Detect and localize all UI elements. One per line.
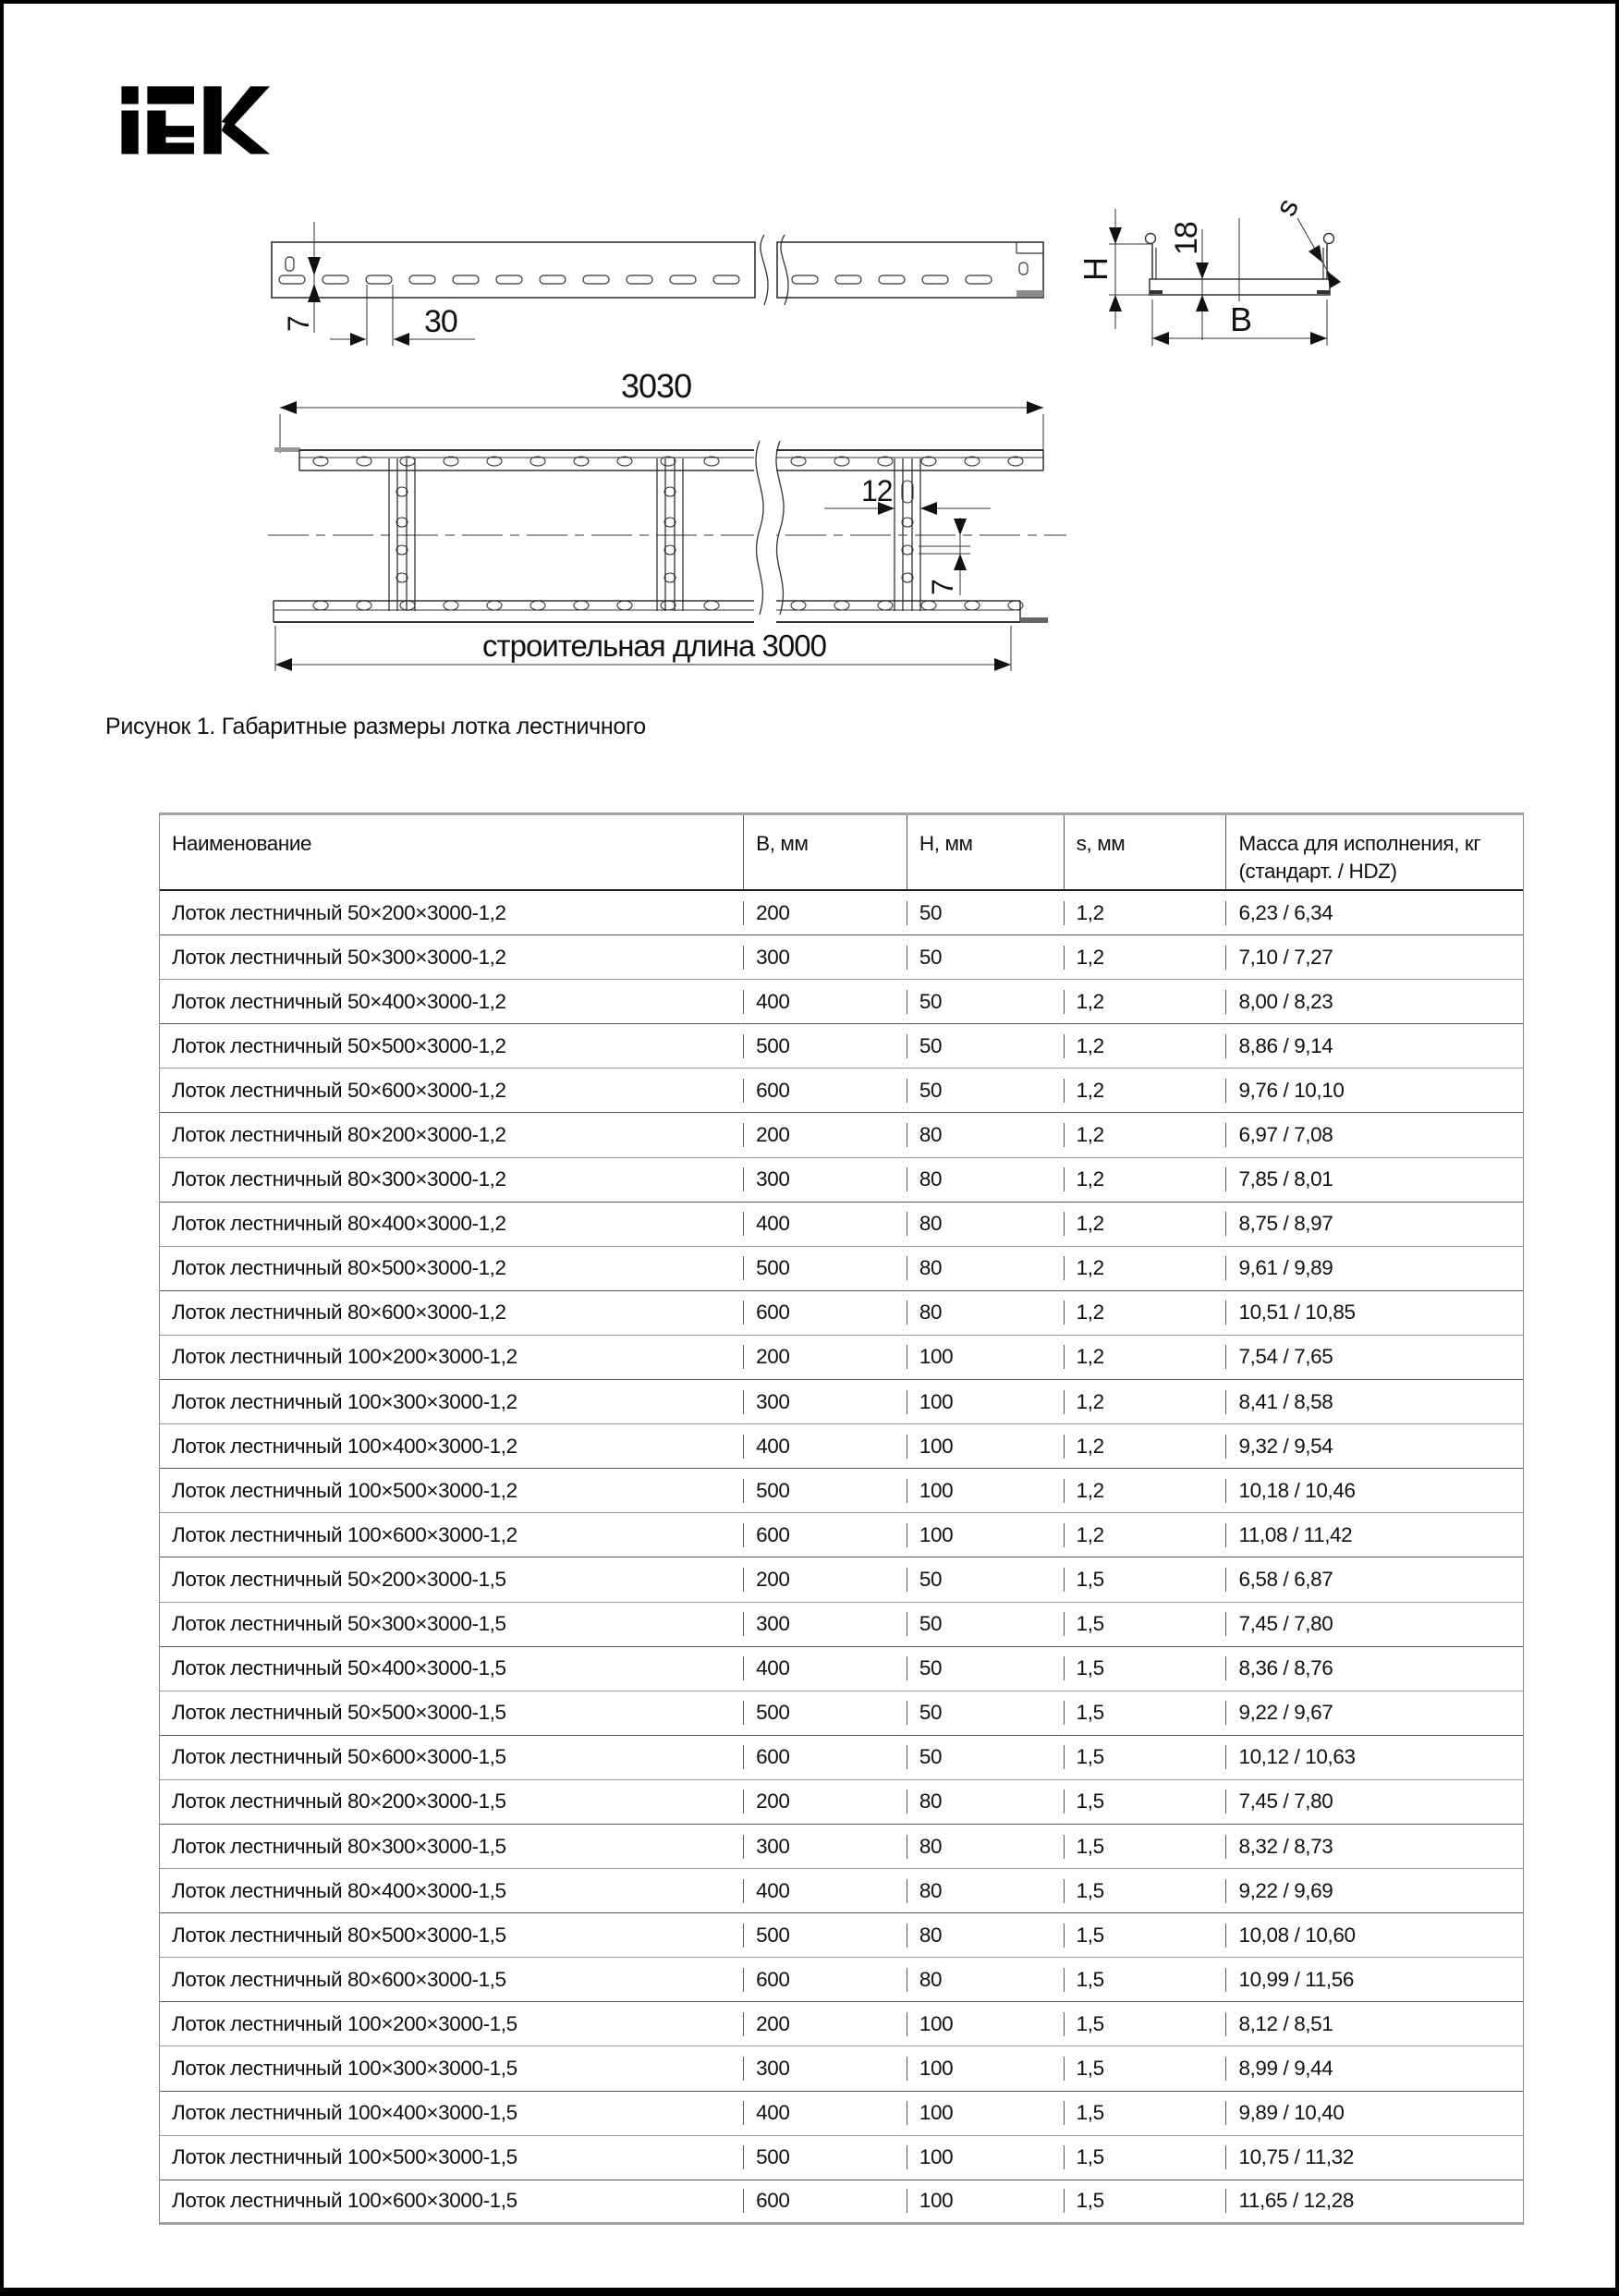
table-cell: 1,2 [1064,1345,1226,1369]
dim-build-length-label: строительная длина 3000 [482,629,826,663]
table-cell: 1,2 [1064,1435,1226,1459]
table-cell: 500 [743,1701,907,1725]
table-cell: 6,58 / 6,87 [1225,1568,1523,1592]
table-row [160,1691,1523,1736]
table-cell: 50 [907,1656,1064,1680]
table-cell: 9,76 / 10,10 [1225,1079,1523,1103]
table-cell: 100 [907,1523,1064,1547]
table-cell: 300 [743,1167,907,1191]
table-cell: Лоток лестничный 80×500×3000-1,2 [172,1256,506,1280]
table-cell: 11,08 / 11,42 [1225,1523,1523,1547]
header-mass: Масса для исполнения, кг (стандарт. / HDZ) [1225,815,1523,889]
table-cell: 1,2 [1064,946,1226,970]
table-cell: 80 [907,1123,1064,1147]
table-cell: 1,5 [1064,1656,1226,1680]
table-row [160,2136,1523,2180]
table-cell: Лоток лестничный 50×600×3000-1,5 [172,1745,506,1769]
table-cell: 1,5 [1064,1568,1226,1592]
table-cell: 1,2 [1064,1034,1226,1058]
table-cell: 50 [907,946,1064,970]
table-row [160,1247,1523,1291]
table-cell: 8,32 / 8,73 [1225,1835,1523,1859]
table-cell: 200 [743,1345,907,1369]
table-cell: 100 [907,1390,1064,1414]
table-row [160,1469,1523,1513]
dim-s-label: s [1268,194,1305,221]
table-cell: 600 [743,1523,907,1547]
table-row [160,1203,1523,1247]
table-cell: 1,2 [1064,1167,1226,1191]
table-cell: Лоток лестничный 80×400×3000-1,5 [172,1878,506,1902]
table-cell: 7,85 / 8,01 [1225,1167,1523,1191]
table-cell: 400 [743,990,907,1014]
table-cell: 50 [907,901,1064,925]
dim-18-label: 18 [1169,222,1204,255]
table-cell: 8,36 / 8,76 [1225,1656,1523,1680]
table-cell: 100 [907,1435,1064,1459]
spec-table-header [160,815,1523,891]
table-cell: Лоток лестничный 100×600×3000-1,5 [172,2189,517,2213]
dim-H-label: H [1077,258,1114,281]
table-cell: 80 [907,1968,1064,1992]
table-cell: 8,00 / 8,23 [1225,990,1523,1014]
table-row [160,1291,1523,1336]
cross-section-drawing [1065,181,1369,375]
table-cell: 1,5 [1064,2145,1226,2169]
table-cell: 9,22 / 9,67 [1225,1701,1523,1725]
table-cell: 1,5 [1064,2101,1226,2125]
table-cell: 50 [907,990,1064,1014]
table-cell: 1,5 [1064,1924,1226,1948]
bottom-rail-holes [313,601,1023,610]
table-cell: 1,2 [1064,1123,1226,1147]
table-cell: 80 [907,1879,1064,1903]
table-cell: 300 [743,2057,907,2081]
table-cell: Лоток лестничный 100×600×3000-1,2 [172,1522,517,1546]
table-cell: 400 [743,1212,907,1236]
table-row [160,1336,1523,1380]
table-cell: 9,61 / 9,89 [1225,1256,1523,1280]
table-cell: 500 [743,1034,907,1058]
table-cell: 80 [907,1835,1064,1859]
figure-caption: Рисунок 1. Габаритные размеры лотка лестничного [105,714,646,739]
table-cell: 300 [743,1390,907,1414]
header-h-mm: H, мм [907,815,1064,889]
plan-view-drawing [261,362,1074,681]
table-cell: 1,2 [1064,1079,1226,1103]
dim-7-offset-label: 7 [926,580,959,595]
table-cell: 8,99 / 9,44 [1225,2057,1523,2081]
table-row [160,1603,1523,1647]
header-b-mm: B, мм [743,815,907,889]
table-cell: 10,08 / 10,60 [1225,1924,1523,1948]
table-cell: 80 [907,1924,1064,1948]
table-cell: 8,75 / 8,97 [1225,1212,1523,1236]
table-row [160,1380,1523,1424]
table-cell: Лоток лестничный 50×300×3000-1,2 [172,945,506,969]
table-cell: 1,2 [1064,1479,1226,1503]
iek-logo [105,76,283,165]
table-cell: 7,45 / 7,80 [1225,1612,1523,1636]
table-row [160,1913,1523,1958]
spec-table [159,812,1524,2225]
table-cell: Лоток лестничный 100×400×3000-1,5 [172,2101,517,2125]
table-row [160,935,1523,980]
table-cell: Лоток лестничный 80×600×3000-1,5 [172,1967,506,1991]
table-cell: Лоток лестничный 50×500×3000-1,2 [172,1033,506,1057]
table-cell: Лоток лестничный 80×400×3000-1,2 [172,1212,506,1236]
table-row [160,1869,1523,1913]
table-row [160,1647,1523,1691]
table-row [160,980,1523,1024]
table-row [160,1424,1523,1469]
table-cell: Лоток лестничный 50×600×3000-1,2 [172,1078,506,1102]
table-cell: 80 [907,1167,1064,1191]
table-cell: 1,5 [1064,1789,1226,1814]
table-row [160,1780,1523,1825]
table-cell: Лоток лестничный 100×300×3000-1,2 [172,1389,517,1413]
table-row [160,2092,1523,2136]
table-cell: 50 [907,1079,1064,1103]
table-cell: 300 [743,1835,907,1859]
table-cell: Лоток лестничный 80×600×3000-1,2 [172,1301,506,1325]
table-cell: 8,86 / 9,14 [1225,1034,1523,1058]
table-cell: 50 [907,1568,1064,1592]
table-cell: 6,97 / 7,08 [1225,1123,1523,1147]
table-cell: 1,5 [1064,1745,1226,1769]
table-cell: 200 [743,2012,907,2036]
dim-7-label: 7 [282,316,315,332]
table-cell: 1,5 [1064,1701,1226,1725]
table-cell: 1,2 [1064,1390,1226,1414]
table-cell: 10,99 / 11,56 [1225,1968,1523,1992]
table-cell: 10,51 / 10,85 [1225,1301,1523,1325]
table-cell: Лоток лестничный 100×400×3000-1,2 [172,1434,517,1458]
table-cell: Лоток лестничный 80×500×3000-1,5 [172,1923,506,1947]
table-cell: 8,12 / 8,51 [1225,2012,1523,2036]
rung-holes [396,481,913,582]
table-cell: 10,18 / 10,46 [1225,1479,1523,1503]
table-cell: 9,32 / 9,54 [1225,1435,1523,1459]
table-cell: 500 [743,2145,907,2169]
table-cell: 1,5 [1064,1968,1226,1992]
table-cell: Лоток лестничный 50×200×3000-1,5 [172,1567,506,1591]
table-cell: 1,2 [1064,1256,1226,1280]
table-cell: Лоток лестничный 50×500×3000-1,5 [172,1701,506,1725]
dim-3030-label: 3030 [621,367,692,405]
table-cell: 300 [743,1612,907,1636]
table-cell: 1,5 [1064,2012,1226,2036]
table-cell: 100 [907,1345,1064,1369]
table-cell: 600 [743,2189,907,2213]
table-cell: 7,45 / 7,80 [1225,1789,1523,1814]
table-cell: 1,2 [1064,990,1226,1014]
table-cell: 1,5 [1064,1612,1226,1636]
table-cell: 1,2 [1064,1212,1226,1236]
spec-table-body [160,891,1523,2225]
table-row [160,1557,1523,1602]
table-cell: 500 [743,1479,907,1503]
table-cell: 300 [743,946,907,970]
table-cell: 1,5 [1064,2057,1226,2081]
table-cell: 80 [907,1212,1064,1236]
table-cell: 100 [907,2101,1064,2125]
table-row [160,2046,1523,2091]
table-cell: 50 [907,1034,1064,1058]
header-name: Наименование [172,832,312,855]
table-cell: Лоток лестничный 100×300×3000-1,5 [172,2056,517,2080]
table-cell: Лоток лестничный 100×200×3000-1,5 [172,2011,517,2035]
table-cell: 400 [743,2101,907,2125]
table-cell: 11,65 / 12,28 [1225,2189,1523,2213]
table-cell: 7,10 / 7,27 [1225,946,1523,970]
table-cell: 10,75 / 11,32 [1225,2145,1523,2169]
slot-holes [279,275,992,284]
table-cell: 200 [743,1789,907,1814]
table-row [160,1825,1523,1869]
table-cell: Лоток лестничный 100×500×3000-1,5 [172,2145,517,2169]
table-cell: 600 [743,1301,907,1325]
table-row [160,2002,1523,2046]
table-row [160,1158,1523,1203]
table-row [160,1736,1523,1780]
table-cell: 100 [907,1479,1064,1503]
table-cell: 200 [743,1568,907,1592]
table-cell: 6,23 / 6,34 [1225,901,1523,925]
dim-B-label: B [1230,300,1252,338]
table-row [160,1513,1523,1557]
table-cell: 10,12 / 10,63 [1225,1745,1523,1769]
table-cell: 1,5 [1064,2189,1226,2213]
table-cell: 100 [907,2012,1064,2036]
table-row [160,1069,1523,1113]
table-cell: 1,5 [1064,1879,1226,1903]
table-cell: 50 [907,1701,1064,1725]
table-cell: Лоток лестничный 80×200×3000-1,5 [172,1789,506,1814]
table-cell: Лоток лестничный 80×300×3000-1,5 [172,1834,506,1858]
header-s-mm: s, мм [1064,815,1226,889]
table-cell: 600 [743,1745,907,1769]
table-row [160,1024,1523,1069]
table-cell: 1,2 [1064,1523,1226,1547]
table-cell: 600 [743,1968,907,1992]
dim-30-label: 30 [424,304,457,339]
table-cell: 50 [907,1745,1064,1769]
table-cell: Лоток лестничный 50×200×3000-1,2 [172,900,506,924]
table-cell: 100 [907,2189,1064,2213]
table-cell: 100 [907,2057,1064,2081]
table-row [160,1958,1523,2002]
table-cell: Лоток лестничный 100×500×3000-1,2 [172,1478,517,1502]
table-cell: 100 [907,2145,1064,2169]
table-cell: 600 [743,1079,907,1103]
table-cell: 500 [743,1256,907,1280]
table-cell: 1,5 [1064,1835,1226,1859]
table-cell: 7,54 / 7,65 [1225,1345,1523,1369]
table-cell: 9,89 / 10,40 [1225,2101,1523,2125]
table-cell: 1,2 [1064,1301,1226,1325]
table-cell: 200 [743,1123,907,1147]
table-cell: 9,22 / 9,69 [1225,1879,1523,1903]
table-cell: 500 [743,1924,907,1948]
table-cell: Лоток лестничный 80×300×3000-1,2 [172,1167,506,1191]
table-cell: 8,41 / 8,58 [1225,1390,1523,1414]
table-cell: 200 [743,901,907,925]
table-cell: Лоток лестничный 50×300×3000-1,5 [172,1612,506,1636]
table-cell: 50 [907,1612,1064,1636]
table-row [160,891,1523,935]
table-cell: 400 [743,1435,907,1459]
table-cell: Лоток лестничный 80×200×3000-1,2 [172,1123,506,1147]
table-cell: 80 [907,1256,1064,1280]
table-row [160,1113,1523,1157]
table-cell: Лоток лестничный 50×400×3000-1,5 [172,1656,506,1680]
table-cell: Лоток лестничный 50×400×3000-1,2 [172,989,506,1013]
table-cell: Лоток лестничный 100×200×3000-1,2 [172,1345,517,1369]
table-row [160,2180,1523,2225]
table-cell: 80 [907,1789,1064,1814]
table-cell: 1,2 [1064,901,1226,925]
table-cell: 400 [743,1656,907,1680]
table-cell: 80 [907,1301,1064,1325]
dim-12-label: 12 [861,474,893,507]
table-cell: 400 [743,1879,907,1903]
